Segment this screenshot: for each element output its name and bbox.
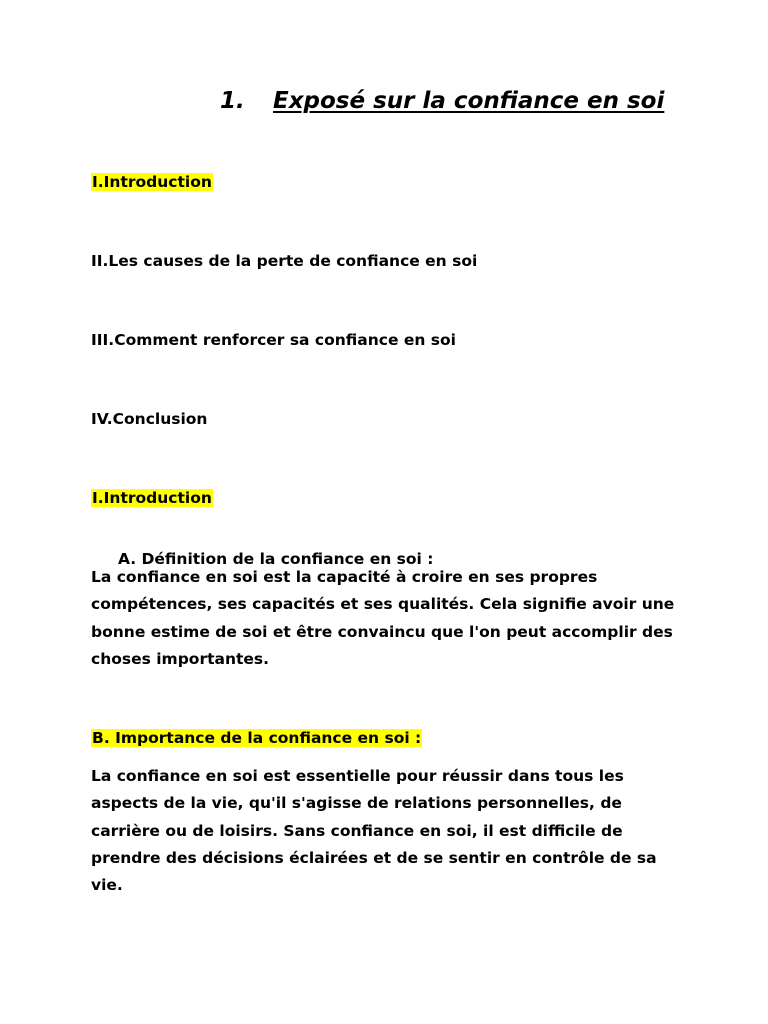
title-text: Exposé sur la confiance en soi	[273, 88, 665, 114]
document-title	[220, 88, 664, 114]
importance-heading-label: B. Importance de la confiance en soi :	[92, 729, 422, 747]
outline-item-renforcer	[91, 329, 456, 351]
outline-item-introduction	[91, 171, 213, 193]
subsection-heading-importance	[91, 727, 422, 749]
title-number: 1.	[220, 88, 245, 114]
outline-item-3-label: III.Comment renforcer sa confiance en soi	[91, 331, 456, 349]
outline-item-causes	[91, 250, 477, 272]
outline-item-1-label: I.Introduction	[92, 173, 212, 191]
definition-heading-label: A. Définition de la confiance en soi :	[112, 550, 434, 568]
importance-paragraph: La confiance en soi est essentielle pour réussir dans tous les aspects de la vie, qu'il s'agisse de relations personnelles, de carrière ou de loisirs. Sans confiance en soi, il est difficile de prendre des décisions éclairées et de se sentir en contrôle de sa vie.	[91, 767, 657, 895]
definition-paragraph: La confiance en soi est la capacité à croire en ses propres compétences, ses capacités et ses qualités. Cela signifie avoir une bonne estime de soi et être convaincu que l'on peut accomplir des choses importantes.	[91, 568, 675, 668]
outline-item-4-label: IV.Conclusion	[91, 410, 208, 428]
outline-item-2-label: II.Les causes de la perte de confiance en soi	[91, 252, 478, 270]
outline-item-conclusion	[91, 408, 207, 430]
section-heading-introduction	[91, 487, 213, 509]
introduction-heading-label: I.Introduction	[92, 489, 212, 507]
